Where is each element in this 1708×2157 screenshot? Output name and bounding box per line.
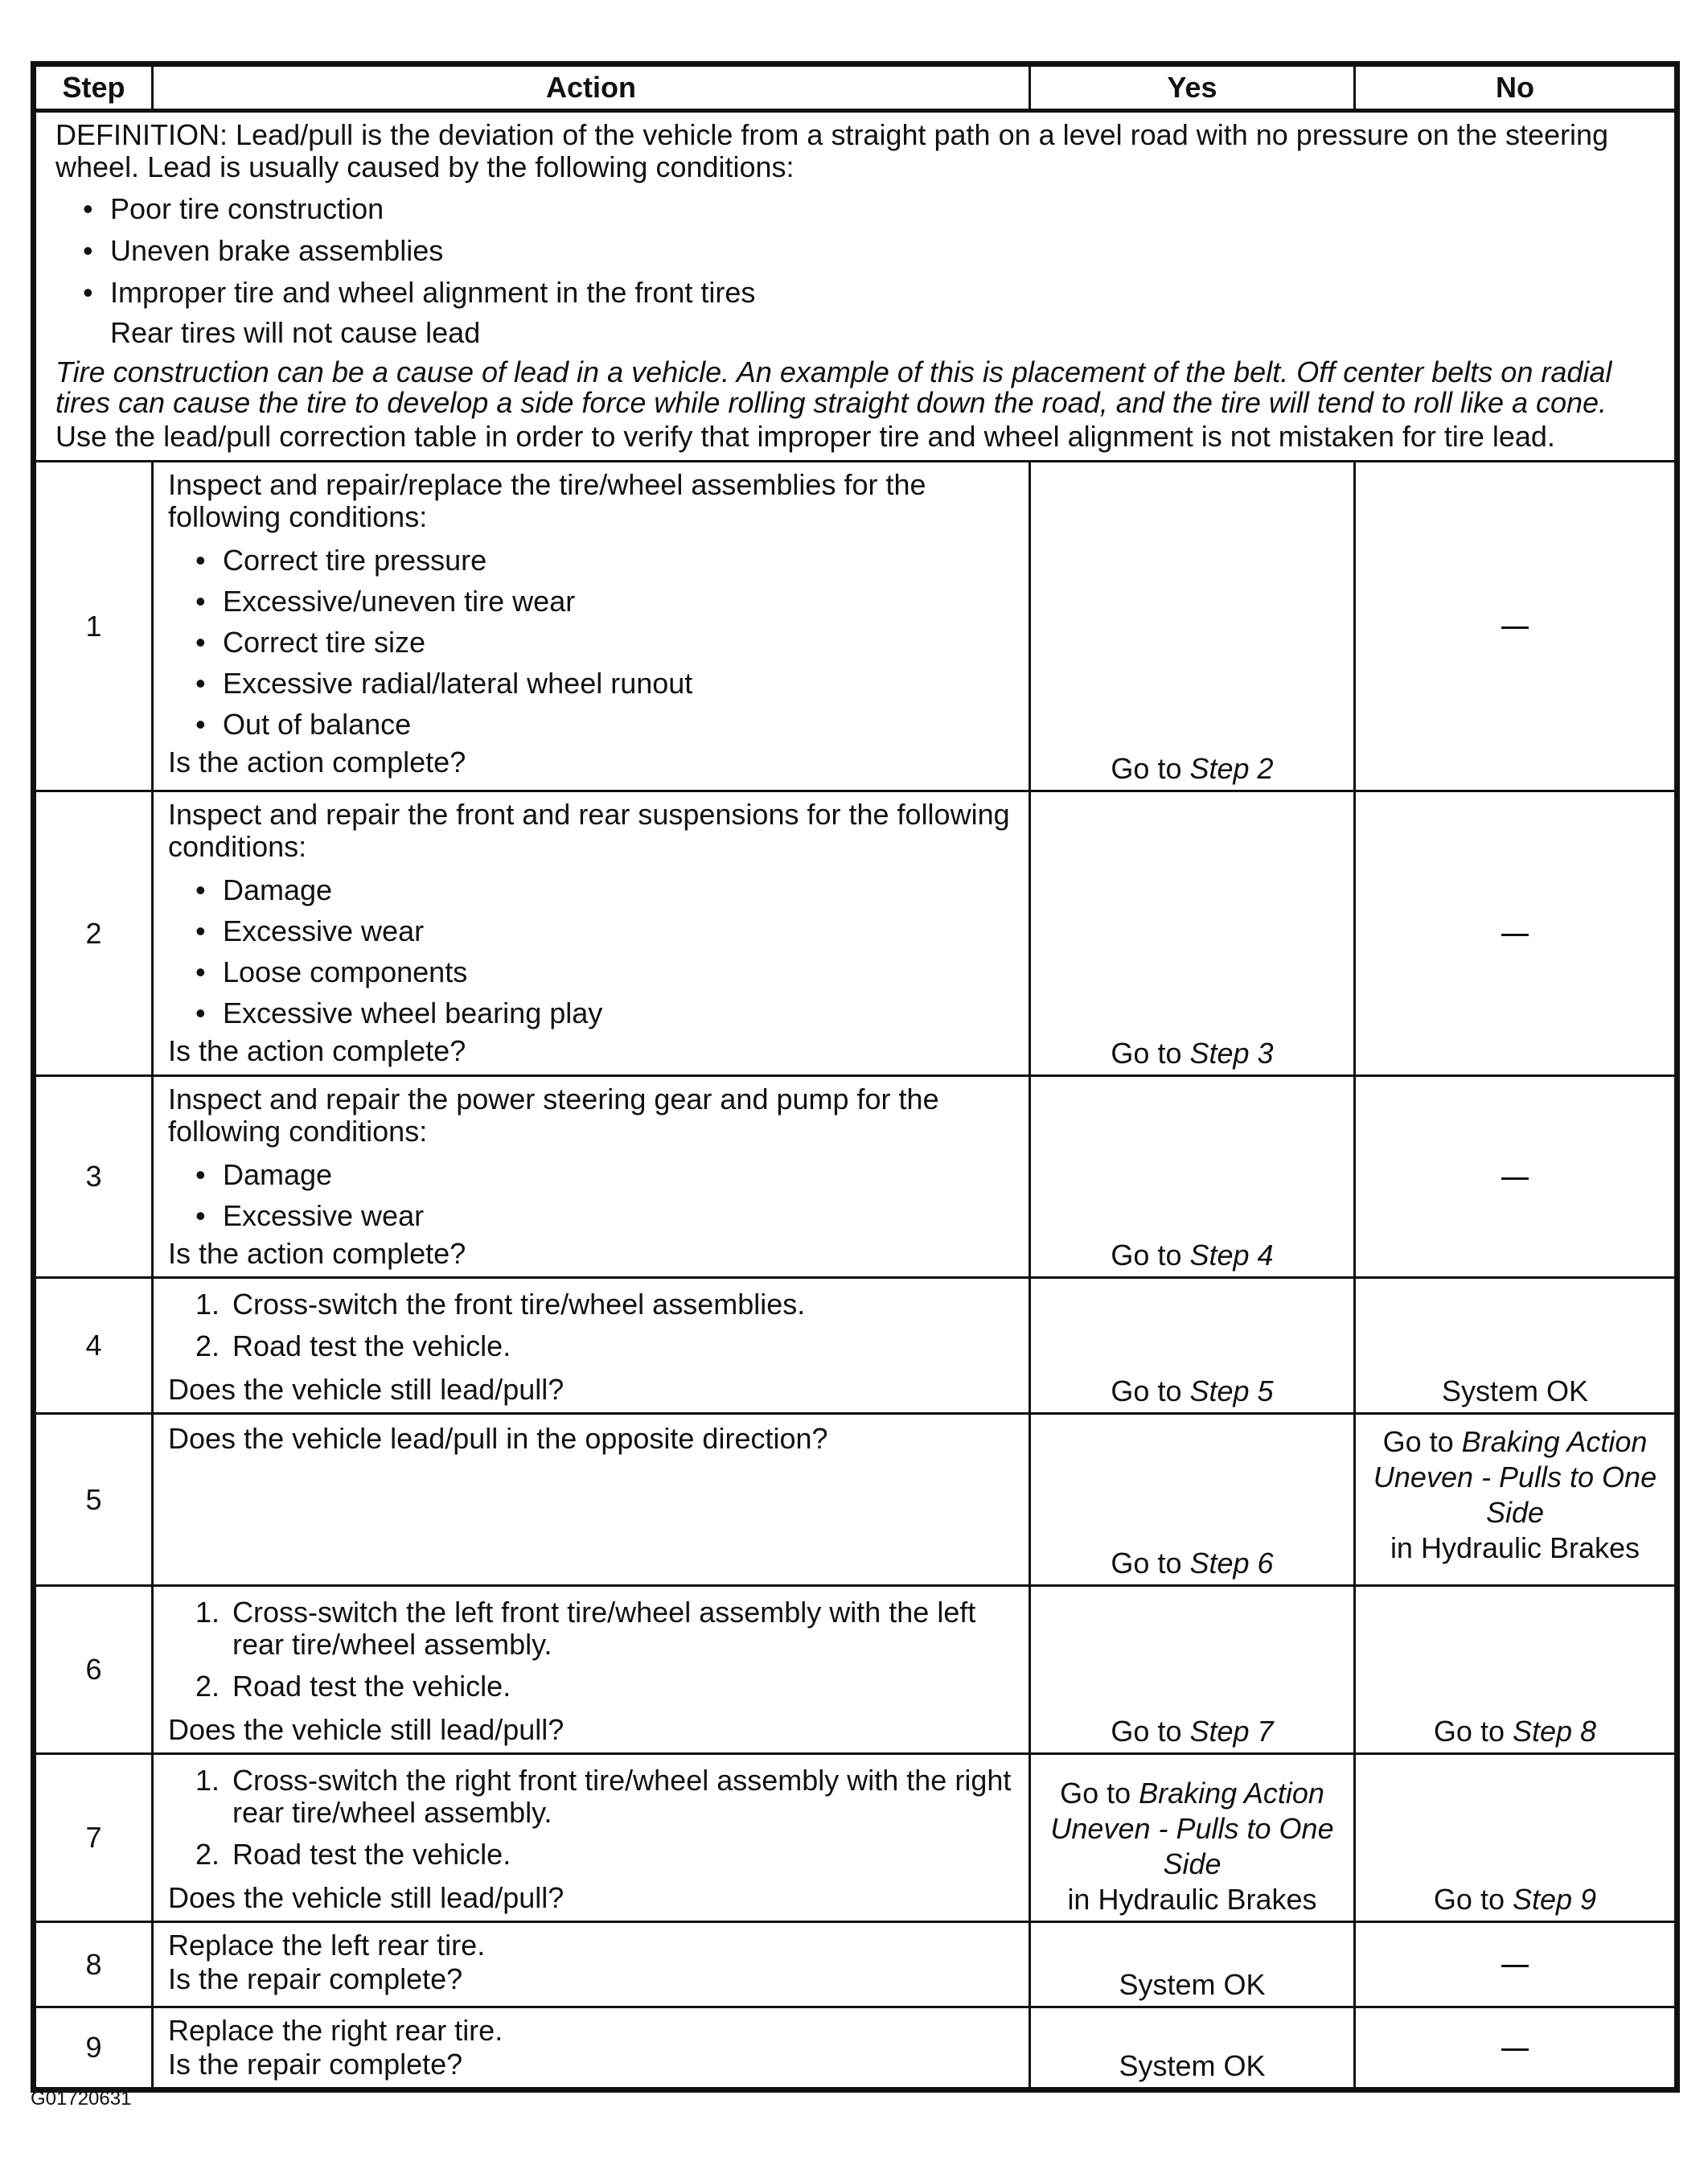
substep-list <box>168 1765 1014 1871</box>
step-question: Does the vehicle still lead/pull? <box>168 1713 565 1746</box>
substep-text: Cross-switch the left front tire/wheel assembly with the left rear tire/wheel assembly. <box>232 1596 976 1661</box>
action-intro: Inspect and repair/replace the tire/wheel assemblies for the following conditions: <box>168 468 926 533</box>
step-number: 7 <box>34 1754 153 1922</box>
goto-prefix: Go to <box>1060 1777 1139 1810</box>
condition-item: • Damage <box>168 869 1014 910</box>
substep-text: Road test the vehicle. <box>232 1838 511 1871</box>
step-question: Is the action complete? <box>168 1237 466 1270</box>
step-question: Is the action complete? <box>168 1034 466 1067</box>
action-intro: Replace the right rear tire. <box>168 2014 503 2047</box>
action-cell <box>153 1586 1030 1754</box>
goto-link[interactable]: Braking Action Uneven - Pulls to One Side <box>1373 1425 1657 1529</box>
empty-dash <box>1501 934 1529 936</box>
goto-link[interactable]: Step 5 <box>1189 1374 1274 1407</box>
step-question: Is the repair complete? <box>168 1962 463 1995</box>
step-number: 1 <box>34 462 153 791</box>
condition-item: • Correct tire pressure <box>168 540 1014 581</box>
step-row <box>34 791 1677 1076</box>
substep-item: 2. Road test the vehicle. <box>195 1838 511 1871</box>
goto-prefix: Go to <box>1111 752 1190 785</box>
header-yes: Yes <box>1030 64 1355 111</box>
action-intro: Replace the left rear tire. <box>168 1929 486 1962</box>
result-text: System OK <box>1441 1374 1589 1407</box>
substep-list <box>168 1596 1014 1703</box>
step-row <box>34 1278 1677 1414</box>
definition-item: • Poor tire construction <box>55 188 1657 230</box>
action-cell <box>153 1754 1030 1922</box>
definition-paragraph: Use the lead/pull correction table in order to verify that improper tire and wheel alignment is not mistaken for tire lead. <box>55 420 1555 453</box>
action-intro: Inspect and repair the power steering gear and pump for the following conditions: <box>168 1083 939 1148</box>
no-cell <box>1355 462 1677 791</box>
goto-link[interactable]: Step 7 <box>1189 1715 1274 1748</box>
goto-suffix: in Hydraulic Brakes <box>1390 1531 1640 1564</box>
step-row <box>34 1076 1677 1278</box>
goto-link[interactable]: Step 4 <box>1189 1239 1274 1272</box>
step-row <box>34 1922 1677 2007</box>
substep-item: 1. Cross-switch the left front tire/wheel assembly with the left rear tire/wheel assembly. <box>195 1596 976 1661</box>
empty-dash <box>1501 2048 1529 2051</box>
condition-item: • Correct tire size <box>168 622 1014 663</box>
step-number: 4 <box>34 1278 153 1414</box>
substep-text: Road test the vehicle. <box>232 1329 511 1362</box>
goto-link[interactable]: Step 2 <box>1189 752 1274 785</box>
step-number: 6 <box>34 1586 153 1754</box>
condition-item: • Excessive wear <box>168 910 1014 951</box>
figure-code: G01720631 <box>31 2088 132 2110</box>
goto-prefix: Go to <box>1111 1374 1190 1407</box>
condition-item: • Loose components <box>168 951 1014 992</box>
empty-dash <box>1501 1177 1529 1180</box>
definition-cell <box>34 111 1677 462</box>
substep-item: 1. Cross-switch the front tire/wheel assemblies. <box>195 1288 806 1321</box>
action-cell <box>153 791 1030 1076</box>
substep-item: 2. Road test the vehicle. <box>195 1670 511 1703</box>
goto-link[interactable]: Step 6 <box>1189 1547 1274 1580</box>
goto-prefix: Go to <box>1433 1715 1513 1748</box>
step-row <box>34 1414 1677 1586</box>
result-text: System OK <box>1119 1968 1266 2001</box>
step-question: Is the action complete? <box>168 746 466 779</box>
step-number: 2 <box>34 791 153 1076</box>
yes-cell <box>1030 2007 1355 2090</box>
no-cell <box>1355 1922 1677 2007</box>
condition-item: • Excessive wear <box>168 1195 1014 1236</box>
goto-prefix: Go to <box>1433 1883 1513 1916</box>
header-no: No <box>1355 64 1677 111</box>
yes-cell <box>1030 1754 1355 1922</box>
step-number: 3 <box>34 1076 153 1278</box>
yes-cell <box>1030 1586 1355 1754</box>
step-row <box>34 462 1677 791</box>
empty-dash <box>1501 627 1529 629</box>
substep-text: Cross-switch the right front tire/wheel assembly with the right rear tire/wheel assembly. <box>232 1764 1012 1829</box>
no-cell <box>1355 2007 1677 2090</box>
condition-item: • Damage <box>168 1154 1014 1195</box>
action-cell <box>153 2007 1030 2090</box>
substep-item: 1. Cross-switch the right front tire/wheel assembly with the right rear tire/wheel assembly. <box>195 1764 1012 1829</box>
substep-item: 2. Road test the vehicle. <box>195 1329 511 1362</box>
action-cell <box>153 1278 1030 1414</box>
step-question: Is the repair complete? <box>168 2048 463 2081</box>
goto-link[interactable]: Braking Action Uneven - Pulls to One Side <box>1050 1777 1334 1880</box>
definition-paragraph: Tire construction can be a cause of lead in a vehicle. An example of this is placement of the belt. Off center belts on radial tires can cause the tire to develop a side force while rolling straight down the road, and the tire will tend to roll like a cone. <box>55 355 1612 419</box>
definition-intro: DEFINITION: Lead/pull is the deviation of the vehicle from a straight path on a level road with no pressure on the steering wheel. Lead is usually caused by the following conditions: <box>55 118 1609 183</box>
condition-list <box>168 540 1014 745</box>
definition-note: Rear tires will not cause lead <box>110 316 481 349</box>
header-action: Action <box>153 64 1030 111</box>
substep-list <box>168 1288 1014 1362</box>
result-text: System OK <box>1119 2049 1266 2082</box>
yes-cell <box>1030 1922 1355 2007</box>
condition-list <box>168 1154 1014 1236</box>
condition-list <box>168 869 1014 1033</box>
goto-link[interactable]: Step 8 <box>1512 1715 1597 1748</box>
step-number: 8 <box>34 1922 153 2007</box>
no-cell <box>1355 1586 1677 1754</box>
goto-prefix: Go to <box>1111 1547 1190 1580</box>
goto-prefix: Go to <box>1111 1037 1190 1070</box>
action-cell <box>153 1076 1030 1278</box>
goto-prefix: Go to <box>1111 1239 1190 1272</box>
diagnostic-table <box>31 61 1680 2093</box>
yes-cell <box>1030 1278 1355 1414</box>
no-cell <box>1355 1278 1677 1414</box>
empty-dash <box>1501 1965 1529 1967</box>
definition-item: • Uneven brake assemblies <box>55 230 1657 272</box>
step-row <box>34 1754 1677 1922</box>
condition-item: • Excessive/uneven tire wear <box>168 581 1014 622</box>
yes-cell <box>1030 462 1355 791</box>
condition-item: • Excessive radial/lateral wheel runout <box>168 663 1014 704</box>
action-cell <box>153 1922 1030 2007</box>
goto-link[interactable]: Step 9 <box>1512 1883 1597 1916</box>
goto-link[interactable]: Step 3 <box>1189 1037 1274 1070</box>
action-cell <box>153 462 1030 791</box>
step-number: 9 <box>34 2007 153 2090</box>
yes-cell <box>1030 791 1355 1076</box>
yes-cell <box>1030 1414 1355 1586</box>
step-row <box>34 2007 1677 2090</box>
goto-prefix: Go to <box>1111 1715 1190 1748</box>
condition-item: • Out of balance <box>168 704 1014 745</box>
definition-row <box>34 111 1677 462</box>
yes-cell <box>1030 1076 1355 1278</box>
step-number: 5 <box>34 1414 153 1586</box>
no-cell <box>1355 1076 1677 1278</box>
action-intro: Inspect and repair the front and rear suspensions for the following conditions: <box>168 798 1010 863</box>
action-cell <box>153 1414 1030 1586</box>
goto-prefix: Go to <box>1382 1425 1462 1458</box>
step-question: Does the vehicle still lead/pull? <box>168 1373 565 1406</box>
step-question: Does the vehicle lead/pull in the opposite direction? <box>168 1422 828 1455</box>
no-cell <box>1355 1414 1677 1586</box>
header-row <box>34 64 1677 111</box>
condition-item: • Excessive wheel bearing play <box>168 992 1014 1033</box>
substep-text: Cross-switch the front tire/wheel assemblies. <box>232 1288 806 1321</box>
definition-list <box>55 188 1657 314</box>
no-cell <box>1355 791 1677 1076</box>
step-question: Does the vehicle still lead/pull? <box>168 1881 565 1914</box>
goto-suffix: in Hydraulic Brakes <box>1067 1883 1317 1916</box>
step-row <box>34 1586 1677 1754</box>
no-cell <box>1355 1754 1677 1922</box>
header-step: Step <box>34 64 153 111</box>
substep-text: Road test the vehicle. <box>232 1670 511 1703</box>
definition-item: • Improper tire and wheel alignment in the front tires <box>55 272 1657 314</box>
